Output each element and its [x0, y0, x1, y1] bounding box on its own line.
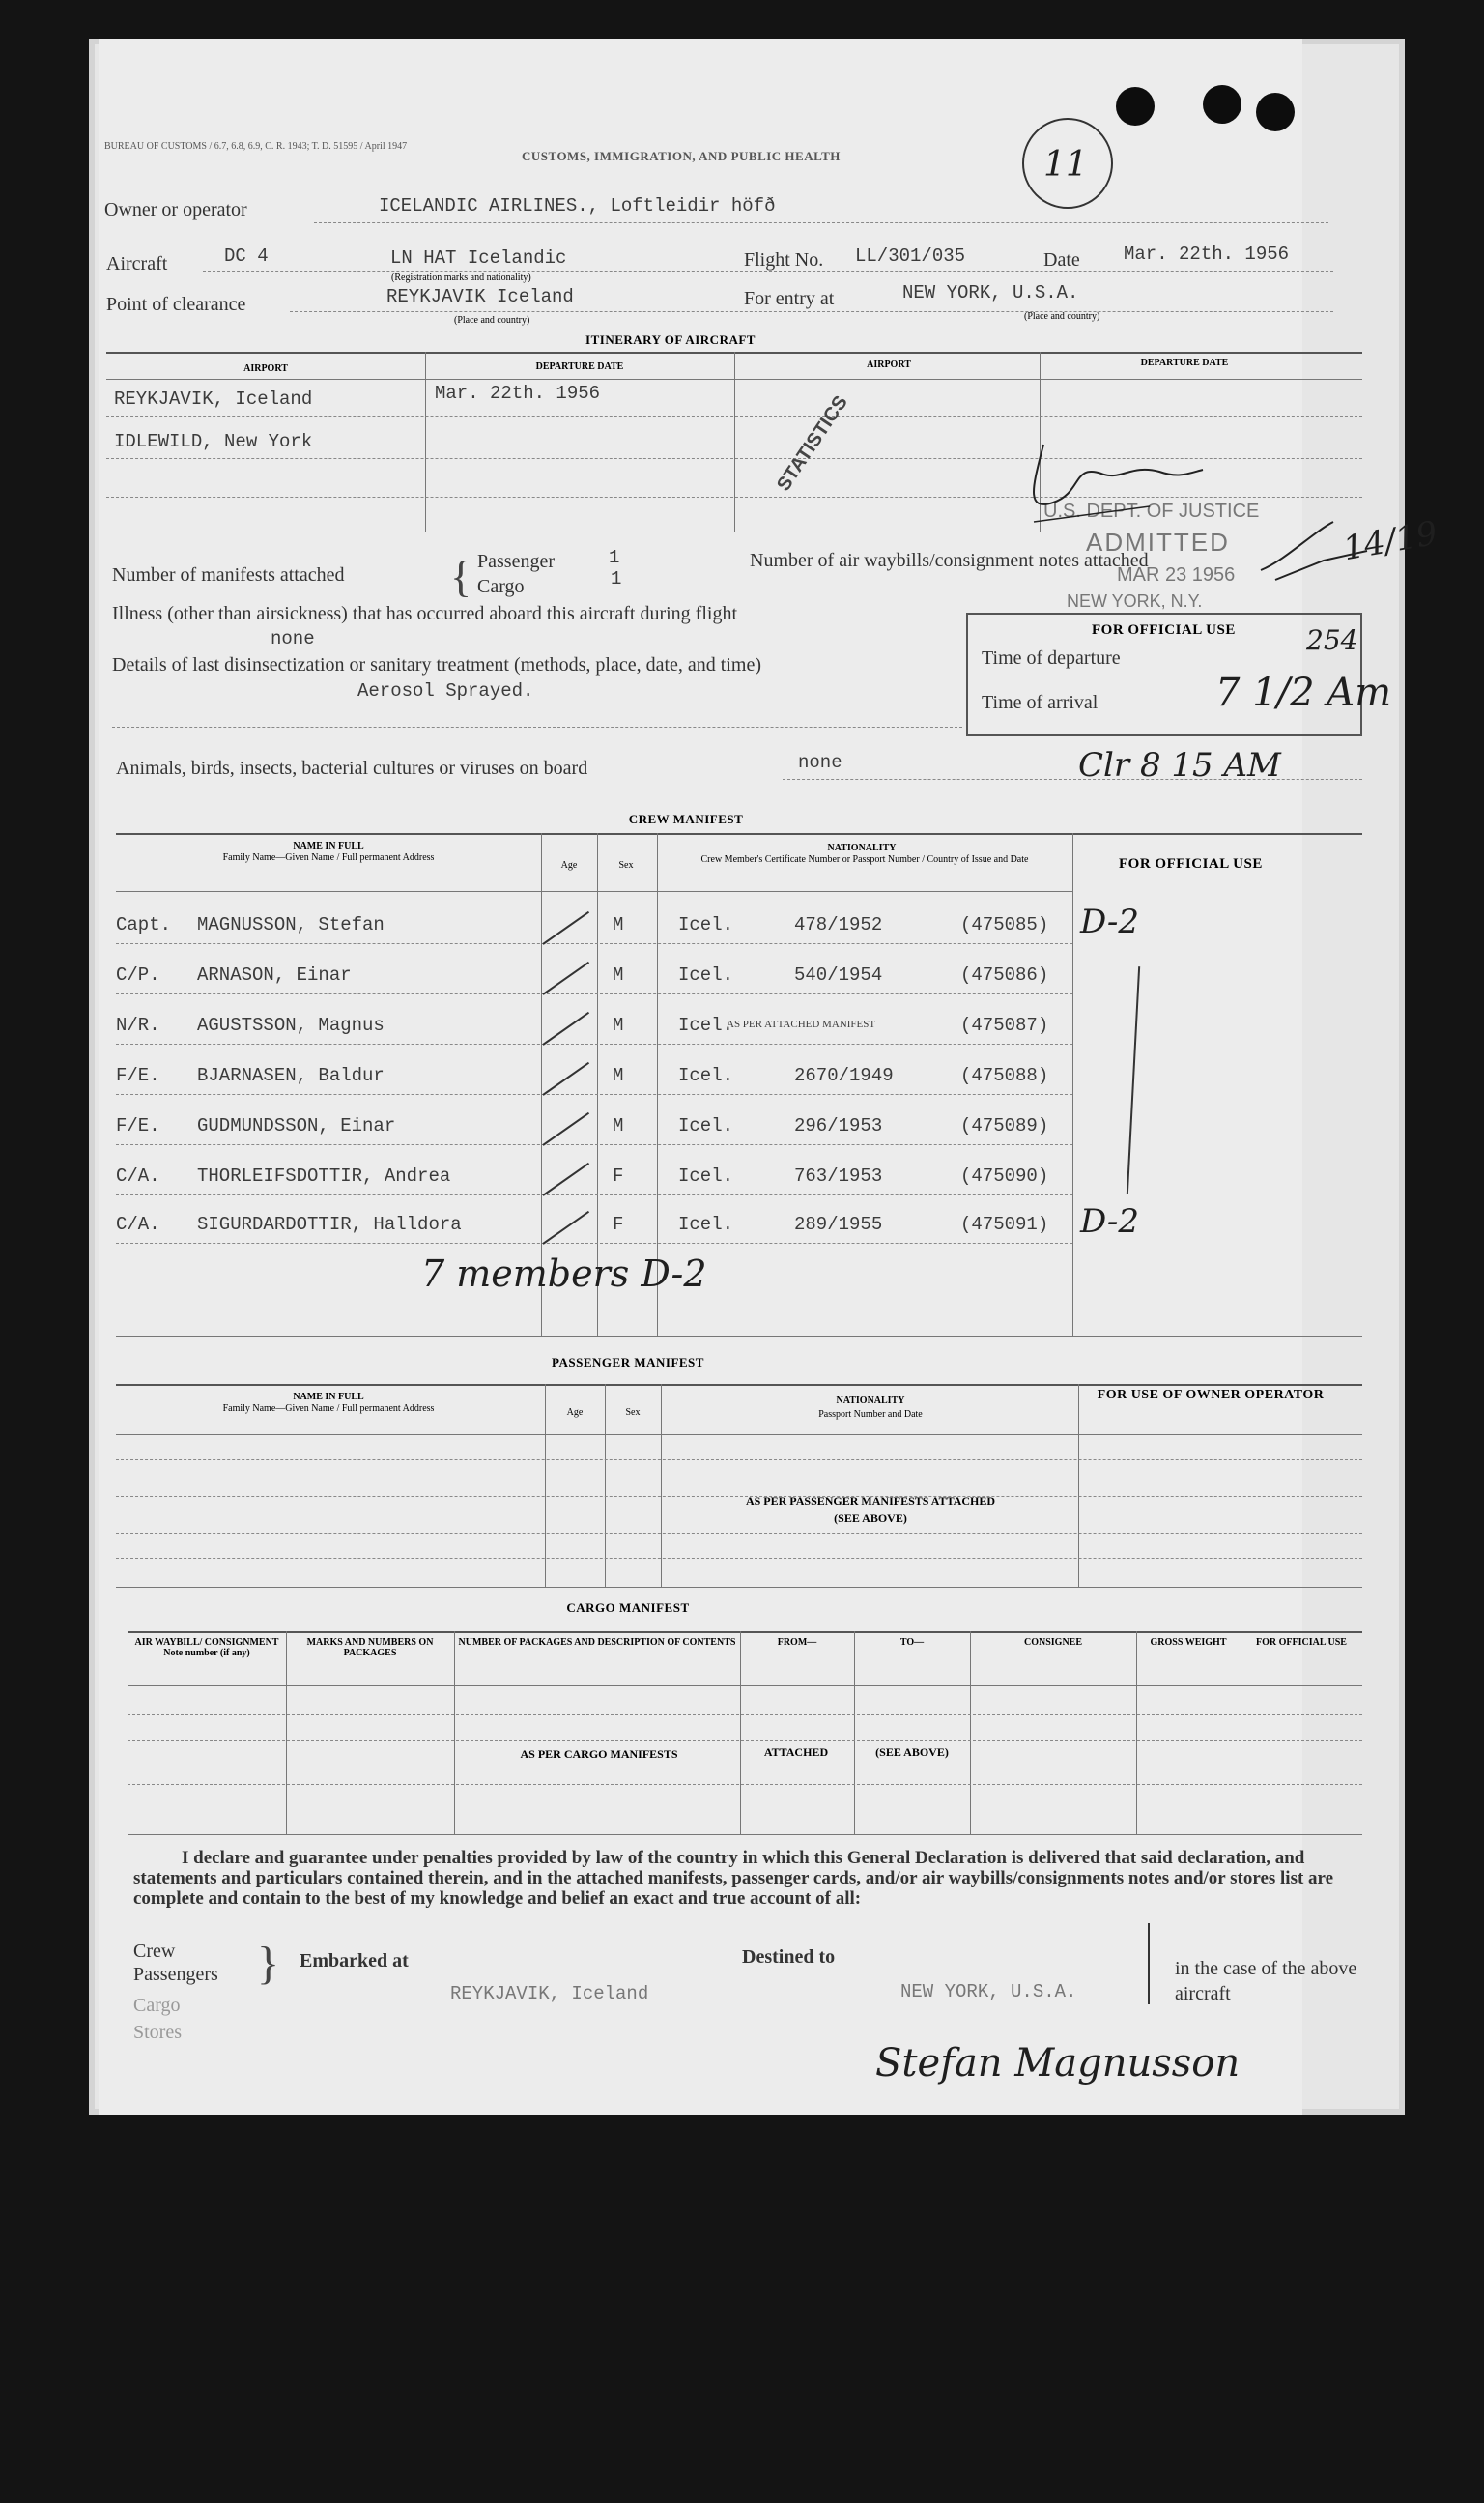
illness-value: none [271, 628, 315, 649]
cargo-col-header: GROSS WEIGHT [1150, 1637, 1227, 1648]
crew-nationality: Icel. [678, 1165, 734, 1187]
punch-hole [1116, 87, 1155, 126]
crew-number: (475091) [960, 1214, 1049, 1235]
official-tick-mark [1256, 503, 1382, 590]
crew-number: (475088) [960, 1065, 1049, 1086]
crew-row-line [116, 943, 1072, 944]
cargo-col-header: FROM— [777, 1637, 817, 1648]
passenger-div [545, 1384, 546, 1587]
crew-row-line [116, 1243, 1072, 1244]
cargo-col-header: MARKS AND NUMBERS ON PACKAGES [306, 1637, 434, 1658]
entry-label: For entry at [744, 288, 835, 309]
crew-rank: F/E. [116, 1115, 160, 1136]
crew-nationality: Icel. [678, 1214, 734, 1235]
cargo-div [1136, 1631, 1137, 1834]
crew-nationality: Icel. [678, 1065, 734, 1086]
crew-row-line [116, 993, 1072, 994]
date-value: Mar. 22th. 1956 [1124, 244, 1290, 265]
itinerary-div [734, 352, 735, 532]
passenger-col-age: Age [566, 1407, 584, 1418]
crew-sex: M [613, 1115, 624, 1136]
decl-brace: } [257, 1938, 280, 1989]
crew-certificate: 763/1953 [794, 1165, 883, 1187]
aircraft-label: Aircraft [106, 253, 168, 274]
embarked-label: Embarked at [300, 1950, 409, 1971]
crew-name: SIGURDARDOTTIR, Halldora [197, 1214, 462, 1235]
flight-label: Flight No. [744, 249, 824, 271]
itinerary-airport-2: IDLEWILD, New York [114, 431, 313, 452]
crew-sex: F [613, 1214, 624, 1235]
owner-value: ICELANDIC AIRLINES., Loftleidir höfð [379, 195, 776, 216]
crew-summary-note: 7 members D-2 [421, 1252, 707, 1295]
passenger-div [661, 1384, 662, 1587]
registration-value: LN HAT Icelandic [390, 247, 567, 269]
aircraft-line [203, 271, 1333, 272]
crew-col-sex: Sex [618, 860, 634, 871]
itinerary-col-airport: AIRPORT [243, 363, 288, 374]
passenger-top-rule [116, 1384, 1362, 1386]
clearance-line [290, 311, 1333, 312]
stamp-place: NEW YORK, N.Y. [1067, 591, 1203, 611]
crew-official-note: D-2 [1080, 1202, 1140, 1241]
arrival-time-label: Time of arrival [982, 692, 1099, 713]
itinerary-col-airport-2: AIRPORT [867, 360, 911, 370]
crew-name: GUDMUNDSSON, Einar [197, 1115, 396, 1136]
crew-nationality: Icel. [678, 964, 734, 986]
form-reference: BUREAU OF CUSTOMS / 6.7, 6.8, 6.9, C. R. 1943; T. D. 51595 / April 1947 [104, 141, 408, 152]
crew-rank: C/A. [116, 1165, 160, 1187]
registration-caption: (Registration marks and nationality) [391, 273, 531, 283]
crew-certificate: 2670/1949 [794, 1065, 894, 1086]
waybills-label: Number of air waybills/consignment notes attached [750, 550, 1149, 571]
cargo-div [286, 1631, 287, 1834]
stamp-statistics: STATISTICS [773, 391, 852, 496]
crew-name: BJARNASEN, Baldur [197, 1065, 385, 1086]
cargo-div [854, 1631, 855, 1834]
passenger-header-rule [116, 1434, 1362, 1435]
passenger-row-line [116, 1558, 1362, 1559]
crew-number: (475089) [960, 1115, 1049, 1136]
departure-time-label: Time of departure [982, 647, 1121, 669]
punch-hole [1203, 85, 1241, 124]
crew-bottom-rule [116, 1336, 1362, 1337]
date-label: Date [1043, 249, 1080, 271]
owner-line [314, 222, 1328, 223]
crew-certificate: 289/1955 [794, 1214, 883, 1235]
passenger-row-line [116, 1459, 1362, 1460]
crew-sex: M [613, 914, 624, 935]
destined-label: Destined to [742, 1946, 836, 1968]
passenger-row-line [116, 1533, 1362, 1534]
form-title: CUSTOMS, IMMIGRATION, AND PUBLIC HEALTH [522, 149, 841, 163]
crew-nationality: Icel. [678, 914, 734, 935]
captain-signature: Stefan Magnusson [875, 2041, 1241, 2086]
crew-row-line [116, 1194, 1072, 1195]
crew-col-name-sub: Family Name—Given Name / Full permanent Address [222, 852, 435, 863]
owner-label: Owner or operator [104, 199, 247, 220]
passenger-col-name: NAME IN FULL [293, 1392, 364, 1402]
passenger-value: 1 [609, 547, 620, 568]
crew-certificate: AS PER ATTACHED MANIFEST [727, 1019, 876, 1030]
crew-title: CREW MANIFEST [628, 812, 744, 826]
crew-top-rule [116, 833, 1362, 835]
margin-note: 14/19 [1340, 513, 1441, 569]
crew-number: (475085) [960, 914, 1049, 935]
clearance-caption: (Place and country) [454, 315, 530, 326]
signature-scribble [1014, 425, 1208, 532]
passenger-div [605, 1384, 606, 1587]
crew-col-name: NAME IN FULL [293, 841, 364, 851]
passenger-note-1: AS PER PASSENGER MANIFESTS ATTACHED [745, 1494, 996, 1508]
disinsect-line [112, 727, 962, 728]
case-brace [1148, 1923, 1150, 2004]
passenger-note-2: (SEE ABOVE) [834, 1511, 907, 1525]
crew-certificate: 540/1954 [794, 964, 883, 986]
flight-value: LL/301/035 [855, 245, 966, 267]
crew-col-age: Age [560, 860, 578, 871]
illness-label: Illness (other than airsickness) that has occurred aboard this aircraft during flight [112, 603, 738, 624]
clearance-value: REYKJAVIK Iceland [386, 286, 574, 307]
declaration-text: I declare and guarantee under penalties provided by law of the country in which this General Declaration is delivered that said declaration, and statements and particulars contained therein, and in the attached manifests, passenger cards, and/or air waybills/consignments notes and/or stores list are complete and contain to the best of my knowledge and belief an exact and true account of all: [133, 1848, 1334, 1909]
passenger-col-nat-sub: Passport Number and Date [818, 1409, 923, 1420]
itinerary-row-line [106, 416, 1362, 417]
animals-label: Animals, birds, insects, bacterial cultures or viruses on board [116, 758, 588, 779]
cargo-header-rule [128, 1685, 1362, 1686]
crew-number: (475086) [960, 964, 1049, 986]
crew-name: AGUSTSSON, Magnus [197, 1015, 385, 1036]
crew-number: (475090) [960, 1165, 1049, 1187]
cargo-top-rule [128, 1631, 1362, 1633]
cargo-bottom-rule [128, 1834, 1362, 1835]
entry-caption: (Place and country) [1024, 311, 1100, 322]
passenger-label: Passenger [477, 551, 555, 572]
itinerary-col-date: DEPARTURE DATE [535, 361, 624, 372]
itinerary-airport-1: REYKJAVIK, Iceland [114, 388, 313, 410]
crew-rank: C/A. [116, 1214, 160, 1235]
cargo-div [970, 1631, 971, 1834]
destined-value: NEW YORK, U.S.A. [900, 1981, 1077, 2002]
arrival-time-value: 7 1/2 Am [1215, 671, 1392, 715]
crew-row-line [116, 1044, 1072, 1045]
crew-official-note: D-2 [1080, 903, 1140, 941]
passengers-decl-label: Passengers [133, 1964, 218, 1985]
stamp-dept: U.S. DEPT. OF JUSTICE [1043, 501, 1260, 522]
cargo-row-line [128, 1740, 1362, 1741]
crew-sex: M [613, 964, 624, 986]
page-number: 11 [1043, 145, 1088, 185]
cargo-note-desc: AS PER CARGO MANIFESTS [520, 1747, 678, 1761]
disinsect-label: Details of last disinsectization or sanitary treatment (methods, place, date, and time) [112, 654, 762, 676]
cargo-col-header: TO— [899, 1637, 925, 1648]
cargo-value: 1 [611, 568, 622, 590]
crew-sex: M [613, 1065, 624, 1086]
punch-hole [1256, 93, 1295, 131]
crew-rank: C/P. [116, 964, 160, 986]
cargo-note-to: (SEE ABOVE) [875, 1745, 949, 1759]
crew-rank: F/E. [116, 1065, 160, 1086]
passenger-title: PASSENGER MANIFEST [552, 1355, 704, 1369]
crew-rank: Capt. [116, 914, 172, 935]
aircraft-type: DC 4 [224, 245, 269, 267]
entry-value: NEW YORK, U.S.A. [902, 282, 1079, 303]
passenger-col-sex: Sex [625, 1407, 641, 1418]
passenger-col-nat: NATIONALITY [836, 1395, 905, 1406]
crew-name: ARNASON, Einar [197, 964, 352, 986]
crew-sex: F [613, 1165, 624, 1187]
cargo-row-line [128, 1784, 1362, 1785]
crew-nationality: Icel. [678, 1015, 734, 1036]
cargo-col-header: AIR WAYBILL/ CONSIGNMENT Note number (if any) [134, 1637, 279, 1658]
crew-name: THORLEIFSDOTTIR, Andrea [197, 1165, 451, 1187]
itinerary-col-date-2: DEPARTURE DATE [1140, 358, 1229, 368]
crew-number: (475087) [960, 1015, 1049, 1036]
crew-row-line [116, 1144, 1072, 1145]
crew-nationality: Icel. [678, 1115, 734, 1136]
cargo-title: CARGO MANIFEST [566, 1600, 690, 1615]
official-use-title: FOR OFFICIAL USE [1092, 622, 1236, 638]
passenger-col-owner: FOR USE OF OWNER OPERATOR [1097, 1388, 1325, 1402]
itinerary-title: ITINERARY OF AIRCRAFT [585, 332, 756, 347]
cargo-note-from: ATTACHED [763, 1745, 829, 1759]
crew-certificate: 296/1953 [794, 1115, 883, 1136]
embarked-value: REYKJAVIK, Iceland [450, 1983, 649, 2004]
cargo-col-header: CONSIGNEE [1023, 1637, 1082, 1648]
stamp-date: MAR 23 1956 [1117, 564, 1236, 586]
clearance-label: Point of clearance [106, 294, 246, 315]
cargo-row-line [128, 1714, 1362, 1715]
disinsect-value: Aerosol Sprayed. [357, 680, 534, 702]
passenger-div [1078, 1384, 1079, 1587]
cargo-div [740, 1631, 741, 1834]
stores-decl-label: Stores [133, 2022, 182, 2043]
crew-sex: M [613, 1015, 624, 1036]
cargo-col-header: NUMBER OF PACKAGES AND DESCRIPTION OF CONTENTS [458, 1637, 736, 1648]
crew-row-line [116, 1094, 1072, 1095]
cargo-decl-label: Cargo [133, 1995, 181, 2016]
crew-rank: N/R. [116, 1015, 160, 1036]
crew-div [1072, 833, 1073, 1336]
passenger-col-name-sub: Family Name—Given Name / Full permanent Address [222, 1403, 435, 1414]
cargo-div [454, 1631, 455, 1834]
cargo-col-header: FOR OFFICIAL USE [1256, 1637, 1347, 1648]
official-number: 254 [1306, 624, 1358, 656]
brace: { [450, 552, 472, 601]
crew-header-rule [116, 891, 1072, 892]
crew-col-official: FOR OFFICIAL USE [1119, 856, 1263, 872]
itinerary-div [425, 352, 426, 532]
crew-col-nat-sub: Crew Member's Certificate Number or Passport Number / Country of Issue and Date [700, 854, 1029, 865]
crew-col-nat: NATIONALITY [827, 843, 897, 853]
itinerary-date-1: Mar. 22th. 1956 [435, 383, 601, 404]
animals-value: none [798, 752, 842, 773]
crew-certificate: 478/1952 [794, 914, 883, 935]
stamp-admitted: ADMITTED [1086, 528, 1230, 557]
crew-decl-label: Crew [133, 1941, 176, 1962]
clear-note: Clr 8 15 AM [1078, 746, 1281, 785]
case-label: in the case of the above aircraft [1175, 1958, 1357, 2004]
crew-name: MAGNUSSON, Stefan [197, 914, 385, 935]
manifests-label: Number of manifests attached [112, 564, 345, 586]
passenger-bottom-rule [116, 1587, 1362, 1588]
cargo-label: Cargo [477, 576, 525, 597]
